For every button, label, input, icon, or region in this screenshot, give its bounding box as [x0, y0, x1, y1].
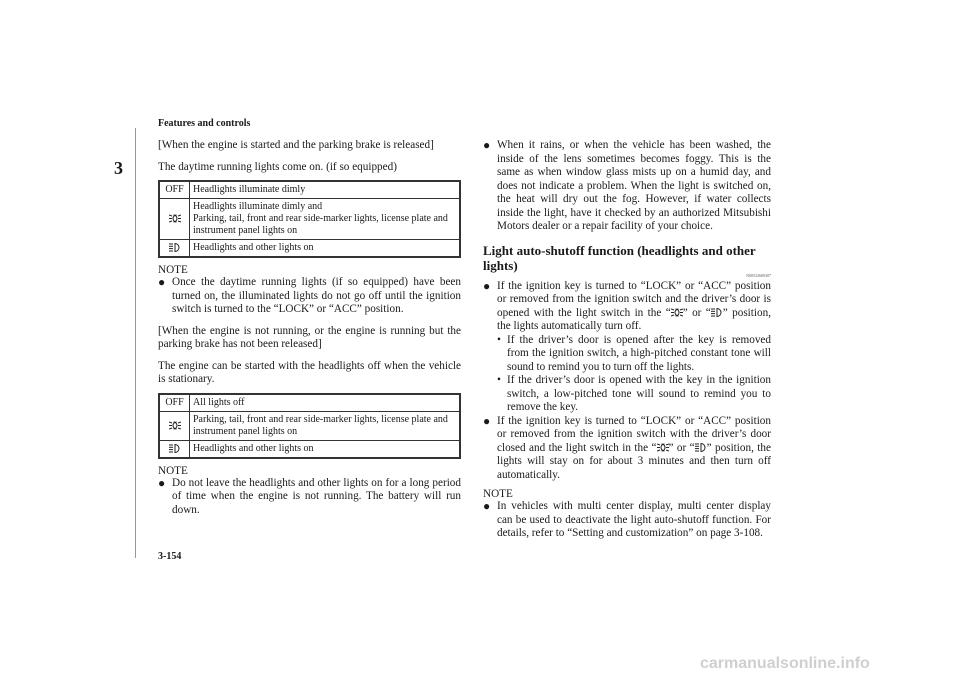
switch-off-label: OFF — [159, 181, 190, 199]
watermark: carmanualsonline.info — [700, 655, 870, 672]
switch-off-label: OFF — [159, 394, 190, 412]
note-bullet — [158, 276, 461, 317]
parking-light-cell — [159, 411, 190, 440]
table-cell: Headlights illuminate dimly — [190, 181, 461, 199]
sub-bullet — [497, 374, 771, 415]
note-text: In vehicles with multi center display, multi center display can be used to deactivate the light auto-shutoff function. For details, refer to “Setting and customization” on page 3-108. — [497, 500, 771, 539]
table-cell: All lights off — [190, 394, 461, 412]
parking-light-icon — [169, 214, 181, 223]
headlight-cell — [159, 440, 190, 458]
sub-bullet-marker: • — [497, 374, 501, 386]
daytime-lights-text: The daytime running lights come on. (if so equipped) — [158, 160, 397, 173]
left-column — [158, 139, 461, 517]
bullet-icon: ● — [158, 475, 166, 490]
margin-rule — [135, 128, 136, 558]
bullet-icon: ● — [483, 278, 491, 293]
bullet-text: ” position, the lights will stay on for about 3 minutes and then turn off automatically. — [497, 441, 771, 481]
parking-light-cell — [159, 199, 190, 240]
bullet-text: If the ignition key is turned to “LOCK” or “ACC” position or removed from the ignition switch and the driver’s door is opened with the light switch in the “ — [497, 279, 771, 319]
note-text: Do not leave the headlights and other lights on for a long period of time when the engine is not running. The battery will run down. — [172, 476, 461, 516]
note-label: NOTE — [158, 264, 188, 276]
headlight-cell — [159, 240, 190, 258]
right-column — [483, 139, 771, 541]
section-heading: Light auto-shutoff function (headlights and other lights) — [483, 242, 756, 273]
doc-code: N00532600307 — [746, 272, 771, 278]
fog-bullet — [483, 139, 771, 234]
section-header: Features and controls — [158, 118, 251, 129]
bullet-icon: ● — [483, 413, 491, 428]
page-number: 3-154 — [158, 551, 182, 562]
sub-bullet-text: If the driver’s door is opened after the key is removed from the ignition switch, a high-pitched constant tone will sound to remind you to turn off the lights. — [507, 333, 771, 373]
fog-text: When it rains, or when the vehicle has been washed, the inside of the lens sometimes becomes foggy. This is the same as when window glass mists up on a humid day, and does not indicate a problem. When the light is switched on, the heat will dry out the fog. However, if water collects inside the light, have it checked by an authorized Mitsubishi Motors dealer or a repair facility of your choice. — [497, 139, 771, 232]
table-row — [159, 181, 460, 199]
headlight-icon — [711, 308, 723, 317]
table-cell: Headlights and other lights on — [190, 440, 461, 458]
parking-light-icon — [671, 308, 683, 317]
note-bullet — [483, 500, 771, 541]
parking-light-icon — [657, 443, 669, 452]
table-row — [159, 240, 460, 258]
engine-start-text: The engine can be started with the headlights off when the vehicle is stationary. — [158, 359, 461, 385]
note-bullet — [158, 477, 461, 518]
table-row — [159, 440, 460, 458]
auto-shutoff-bullet-1 — [483, 280, 771, 415]
sub-bullet-marker: • — [497, 333, 501, 346]
note-label: NOTE — [483, 488, 513, 500]
table-row — [159, 411, 460, 440]
bullet-text: ” or “ — [668, 441, 695, 454]
bullet-text: ” or “ — [682, 306, 711, 319]
table-cell: Headlights and other lights on — [190, 240, 461, 258]
light-table-1 — [158, 180, 461, 258]
note-label: NOTE — [158, 464, 188, 477]
note-text: Once the daytime running lights (if so equipped) have been turned on, the illuminated lights do not go off until the ignition switch is turned to the “LOCK” or “ACC” position. — [172, 276, 461, 315]
table-row — [159, 199, 460, 240]
sub-bullet-text: If the driver’s door is opened with the key in the ignition switch, a low-pitched tone will sound to remind you to remove the key. — [507, 374, 771, 413]
table-row — [159, 394, 460, 412]
headlight-icon — [169, 243, 181, 252]
parking-light-icon — [169, 421, 181, 430]
sub-bullet — [497, 334, 771, 375]
bullet-icon: ● — [158, 275, 166, 289]
bullet-text: If the ignition key is turned to “LOCK” or “ACC” position or removed from the ignition switch with the driver’s door closed and the light switch in the “ — [497, 414, 771, 454]
table-cell: Parking, tail, front and rear side-marker lights, license plate and instrument panel lights on — [190, 411, 461, 440]
bullet-icon: ● — [483, 499, 491, 513]
condition-heading-1: [When the engine is started and the parking brake is released] — [158, 139, 434, 151]
bullet-text: ” position, the lights automatically turn off. — [497, 306, 771, 332]
light-table-2 — [158, 393, 461, 459]
headlight-icon — [169, 444, 181, 453]
auto-shutoff-bullet-2 — [483, 415, 771, 483]
bullet-icon: ● — [483, 138, 491, 152]
headlight-icon — [695, 443, 707, 452]
table-cell: Headlights illuminate dimly and Parking, tail, front and rear side-marker lights, license plate and instrument panel lights on — [190, 199, 461, 240]
condition-heading-2: [When the engine is not running, or the engine is running but the parking brake has not been released] — [158, 324, 461, 350]
chapter-tab: 3 — [114, 158, 123, 178]
